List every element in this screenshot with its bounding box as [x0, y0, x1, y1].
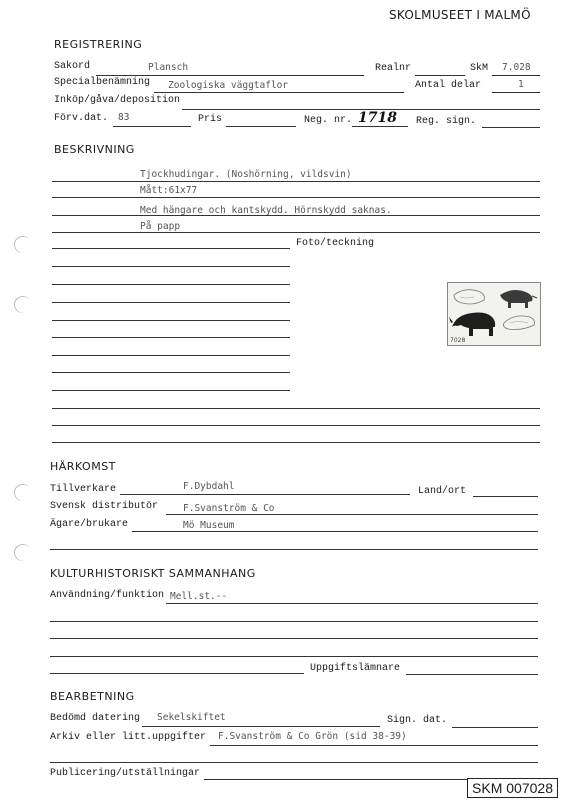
punch-hole	[12, 294, 34, 316]
anvandning-label: Användning/funktion	[50, 590, 165, 601]
desc-rule	[52, 372, 290, 373]
desc-rule	[52, 425, 540, 426]
desc-rule	[52, 320, 290, 321]
land-ort-line	[473, 496, 538, 497]
kultur-rule	[50, 621, 538, 622]
agare-value: Mö Museum	[183, 520, 235, 531]
kultur-rule	[50, 656, 538, 657]
object-photo	[447, 282, 541, 346]
section-registrering: REGISTRERING	[54, 38, 143, 51]
negnr-label: Neg. nr.	[304, 115, 353, 126]
skm-line	[492, 75, 540, 76]
regsign-label: Reg. sign.	[416, 116, 477, 127]
skm-value: 7.028	[502, 62, 531, 73]
harkomst-rule	[50, 549, 538, 550]
forvdat-label: Förv.dat.	[54, 113, 109, 124]
foto-teckning-label: Foto/teckning	[296, 238, 375, 249]
anvandning-value: Mell.st.--	[170, 591, 228, 602]
section-kulturhistoriskt: KULTURHISTORISKT SAMMANHANG	[50, 567, 256, 580]
antal-delar-value: 1	[518, 79, 524, 90]
punch-hole	[12, 234, 34, 256]
tillverkare-label: Tillverkare	[50, 484, 117, 495]
uppgiftslamnare-line	[406, 674, 538, 675]
desc-rule	[52, 181, 540, 182]
arkiv-label: Arkiv eller litt.uppgifter	[50, 732, 207, 743]
bearbetning-rule	[50, 762, 538, 763]
section-bearbetning: BEARBETNING	[50, 690, 135, 703]
sakord-value: Plansch	[148, 62, 189, 73]
desc-rule	[52, 215, 540, 216]
desc-rule	[52, 337, 290, 338]
sign-dat-label: Sign. dat.	[387, 715, 448, 726]
photo-caption: 7028	[450, 337, 466, 344]
sign-dat-line	[452, 727, 538, 728]
beskrivning-line-2: Mått:61x77	[140, 185, 198, 196]
beskrivning-line-3: Med hängare och kantskydd. Hörnskydd saknas.	[140, 205, 392, 216]
desc-rule	[52, 248, 290, 249]
beskrivning-line-4: På papp	[140, 221, 181, 232]
arkiv-line	[210, 745, 538, 746]
sakord-line	[96, 75, 364, 76]
sakord-label: Sakord	[54, 61, 91, 72]
punch-hole	[12, 542, 34, 564]
desc-rule	[52, 302, 290, 303]
specialbenamning-label: Specialbenämning	[54, 77, 151, 88]
distributor-value: F.Svanström & Co	[183, 503, 275, 514]
desc-rule	[52, 355, 290, 356]
agare-line	[132, 531, 538, 532]
tillverkare-line	[120, 494, 410, 495]
beskrivning-line-1: Tjockhudingar. (Noshörning, vildsvin)	[140, 169, 352, 180]
anvandning-line	[166, 603, 538, 604]
land-ort-label: Land/ort	[418, 486, 467, 497]
desc-rule	[52, 284, 290, 285]
distributor-label: Svensk distributör	[50, 501, 159, 512]
special-line	[154, 92, 404, 93]
desc-rule	[52, 442, 540, 443]
pris-label: Pris	[198, 114, 223, 125]
datering-value: Sekelskiftet	[157, 712, 226, 723]
arkiv-value: F.Svanström & Co Grön (sid 38-39)	[218, 731, 407, 742]
antal-delar-label: Antal delar	[415, 80, 482, 91]
museum-title: SKOLMUSEET I MALMÖ	[389, 8, 531, 22]
agare-label: Ägare/brukare	[50, 519, 129, 530]
antal-line	[492, 92, 540, 93]
realnr-label: Realnr	[375, 63, 412, 74]
negnr-value: 1718	[358, 110, 397, 126]
desc-rule	[52, 232, 540, 233]
skm-label: SkM	[470, 63, 489, 74]
datering-label: Bedömd datering	[50, 713, 141, 724]
photo-illustration	[448, 283, 540, 345]
realnr-line	[415, 75, 465, 76]
inkop-label: Inköp/gåva/deposition	[54, 95, 181, 106]
kultur-rule	[50, 638, 538, 639]
desc-rule	[52, 266, 290, 267]
uppgiftslamnare-label: Uppgiftslämnare	[310, 663, 401, 674]
tillverkare-value: F.Dybdahl	[183, 481, 235, 492]
negnr-line	[352, 126, 408, 127]
publicering-label: Publicering/utställningar	[50, 768, 201, 779]
desc-rule	[52, 390, 290, 391]
accession-stamp: SKM 007028	[467, 778, 558, 798]
distributor-line	[166, 514, 538, 515]
regsign-line	[482, 127, 540, 128]
punch-hole	[12, 482, 34, 504]
forvdat-value: 83	[118, 112, 130, 123]
specialbenamning-value: Zoologiska väggtaflor	[168, 80, 289, 91]
desc-rule	[52, 197, 540, 198]
section-harkomst: HÄRKOMST	[50, 460, 116, 473]
forvdat-line	[113, 126, 191, 127]
pris-line	[226, 126, 296, 127]
kultur-rule	[50, 673, 304, 674]
desc-rule	[52, 408, 540, 409]
datering-line	[142, 726, 380, 727]
section-beskrivning: BESKRIVNING	[54, 143, 135, 156]
